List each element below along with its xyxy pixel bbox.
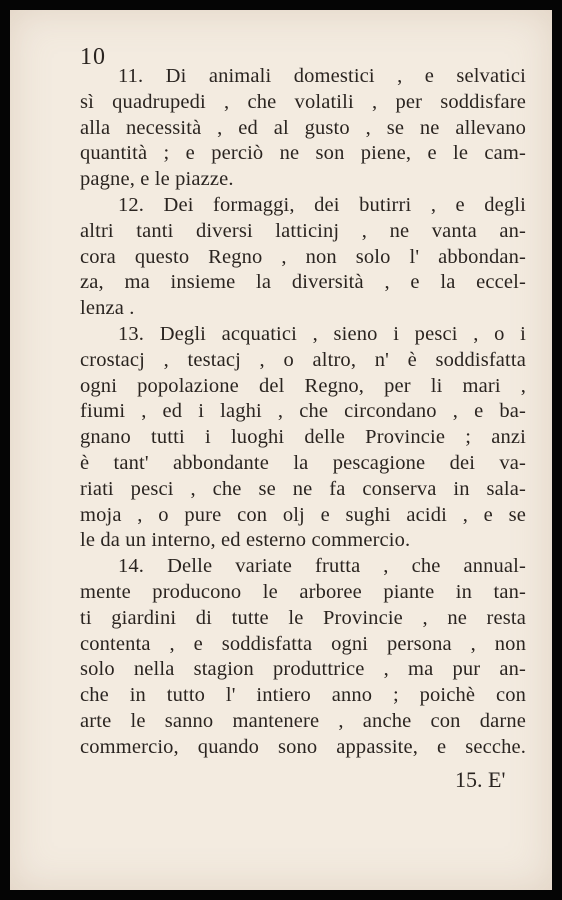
text-line: gnano tutti i luoghi delle Provincie ; anzi — [80, 426, 526, 449]
text-line: che in tutto l' intiero anno ; poichè con — [80, 684, 526, 707]
text-line: riati pesci , che se ne fa conserva in sala- — [80, 477, 526, 500]
text-line: quantità ; e perciò ne son piene, e le cam- — [80, 142, 526, 165]
page-number: 10 — [80, 44, 106, 70]
text-line: commercio, quando sono appassite, e secche. — [80, 735, 526, 758]
text-line: lenza . — [80, 297, 135, 320]
text-line: mente producono le arboree piante in tan- — [80, 580, 526, 603]
text-line: 11. Di animali domestici , e selvatici — [118, 65, 526, 87]
text-line: ti giardini di tutte le Provincie , ne resta — [80, 606, 526, 629]
text-line: solo nella stagion produttrice , ma pur an- — [80, 658, 526, 681]
text-line: arte le sanno mantenere , anche con darne — [80, 709, 526, 732]
text-line: crostacj , testacj , o altro, n' è soddisfatta — [80, 348, 526, 371]
text-line: alla necessità , ed al gusto , se ne allevano — [80, 116, 526, 139]
text-line: sì quadrupedi , che volatili , per soddisfare — [80, 90, 526, 113]
text-line: pagne, e le piazze. — [80, 168, 234, 191]
page-text — [80, 64, 526, 761]
text-line: le da un interno, ed esterno commercio. — [80, 529, 411, 552]
book-page — [10, 10, 552, 890]
text-line: cora questo Regno , non solo l' abbondan- — [80, 245, 526, 268]
text-line: fiumi , ed i laghi , che circondano , e ba- — [80, 400, 526, 423]
text-line: ogni popolazione del Regno, per li mari , — [80, 374, 526, 397]
text-line: za, ma insieme la diversità , e la eccel- — [80, 271, 526, 294]
text-line: altri tanti diversi latticinj , ne vanta an- — [80, 219, 526, 242]
text-line: 14. Delle variate frutta , che annual- — [118, 555, 526, 578]
catchword: 15. E' — [455, 767, 506, 792]
text-line: 12. Dei formaggi, dei butirri , e degli — [118, 193, 526, 216]
text-line: 13. Degli acquatici , sieno i pesci , o i — [118, 322, 526, 345]
text-line: è tant' abbondante la pescagione dei va- — [80, 451, 526, 474]
text-line: moja , o pure con olj e sughi acidi , e se — [80, 503, 526, 526]
text-line: contenta , e soddisfatta ogni persona , non — [80, 632, 526, 655]
